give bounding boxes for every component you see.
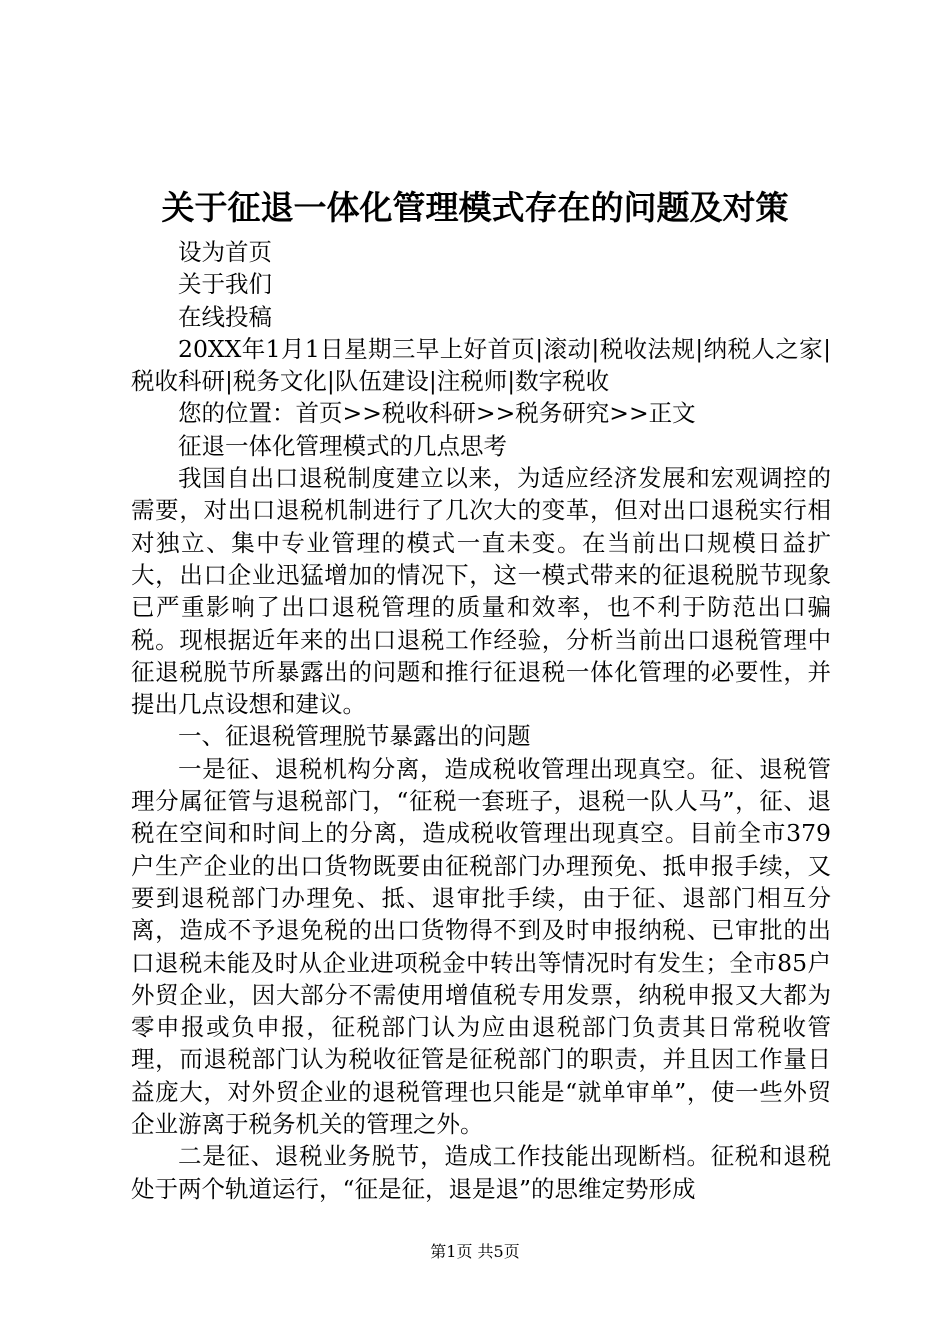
nav-link-about-us[interactable]: 关于我们 <box>178 270 272 299</box>
document-title: 关于征退一体化管理模式存在的问题及对策 <box>161 188 789 227</box>
page-number-footer: 第1页 共5页 <box>430 1242 520 1261</box>
article-subtitle: 征退一体化管理模式的几点思考 <box>178 431 507 460</box>
date-and-nav-menu: 20XX年1月1日星期三早上好首页|滚动|税收法规|纳税人之家|税收科研|税务文化|队伍建设|注税师|数字税收 <box>131 334 831 396</box>
body-paragraph: 一是征、退税机构分离，造成税收管理出现真空。征、退税管理分属征管与退税部门，“征税一套班子，退税一队人马”，征、退税在空间和时间上的分离，造成税收管理出现真空。目前全市379户生产企业的出口货物既要由征税部门办理预免、抵申报手续，又要到退税部门办理免、抵、退审批手续，由于征、退部门相互分离，造成不予退免税的出口货物得不到及时申报纳税、已审批的出口退税未能及时从企业进项税金中转出等情况时有发生；全市85户外贸企业，因大部分不需使用增值税专用发票，纳税申报又大都为零申报或负申报，征税部门认为应由退税部门负责其日常税收管理，而退税部门认为税收征管是征税部门的职责，并且因工作量日益庞大，对外贸企业的退税管理也只能是“就单审单”，使一些外贸企业游离于税务机关的管理之外。 <box>131 754 831 1139</box>
body-paragraph: 二是征、退税业务脱节，造成工作技能出现断档。征税和退税处于两个轨道运行，“征是征，退是退”的思维定势形成 <box>131 1142 831 1203</box>
document-body <box>131 236 831 1205</box>
nav-link-set-homepage[interactable]: 设为首页 <box>178 238 272 266</box>
section-heading: 一、征退税管理脱节暴露出的问题 <box>178 722 531 751</box>
breadcrumb: 您的位置：首页>>税收科研>>税务研究>>正文 <box>178 399 696 428</box>
body-paragraph: 我国自出口退税制度建立以来，为适应经济发展和宏观调控的需要，对出口退税机制进行了几次大的变革，但对出口退税实行相对独立、集中专业管理的模式一直未变。在当前出口规模日益扩大，出口企业迅猛增加的情况下，这一模式带来的征退税脱节现象已严重影响了出口退税管理的质量和效率，也不利于防范出口骗税。现根据近年来的出口退税工作经验，分析当前出口退税管理中征退税脱节所暴露出的问题和推行征退税一体化管理的必要性，并提出几点设想和建议。 <box>131 464 831 719</box>
nav-link-online-submission[interactable]: 在线投稿 <box>178 302 272 331</box>
